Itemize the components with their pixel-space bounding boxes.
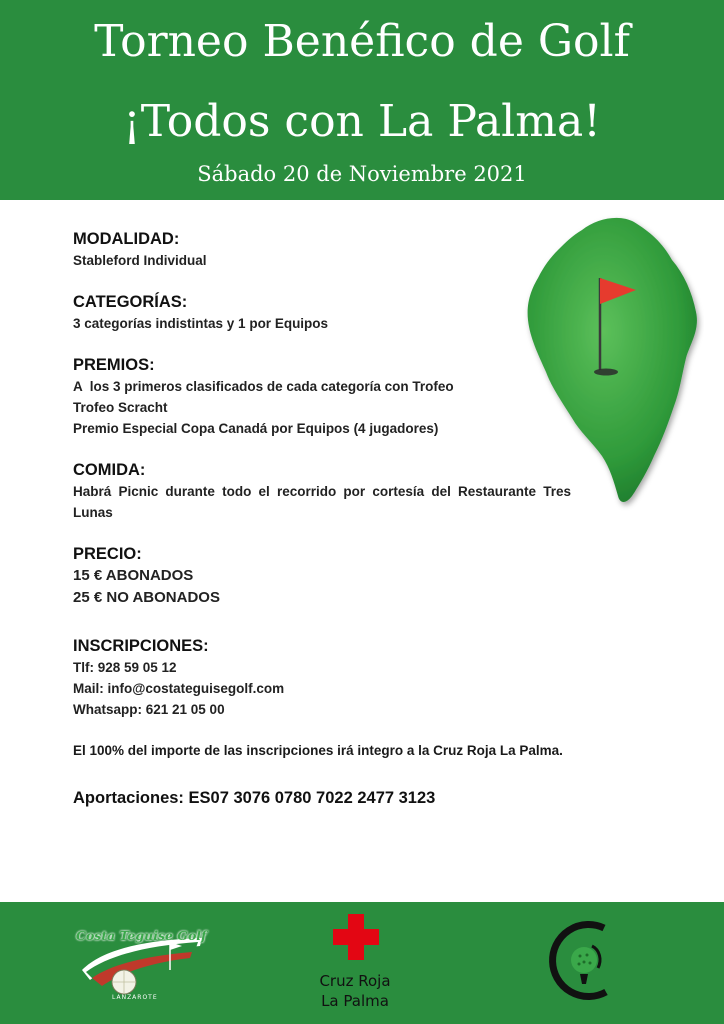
aportaciones-iban: Aportaciones: ES07 3076 0780 7022 2477 3123: [73, 789, 436, 807]
email-line[interactable]: Mail: info@costateguisegolf.com: [73, 681, 285, 696]
section-categorias: [73, 291, 571, 334]
golf-ball-logo-icon: [544, 916, 624, 1011]
la-palma-island-icon: [522, 212, 704, 512]
section-title: PRECIO:: [73, 545, 142, 563]
cruz-roja-line-1: Cruz Roja: [319, 972, 391, 990]
section-line: A los 3 primeros clasificados de cada categoría con Trofeo: [73, 379, 454, 394]
main-content: [73, 228, 571, 809]
whatsapp-line: Whatsapp: 621 21 05 00: [73, 702, 225, 717]
section-modalidad: [73, 228, 571, 271]
costa-teguise-golf-logo: [72, 920, 212, 1000]
footer-banner: [0, 902, 724, 1024]
island-shape: [528, 218, 697, 502]
cruz-roja-logo: [300, 912, 410, 1017]
red-cross-icon: [331, 912, 381, 962]
section-precio: [73, 543, 571, 609]
section-title: MODALIDAD:: [73, 230, 180, 248]
logo-left-text: Costa Teguise Golf: [76, 928, 207, 943]
section-text: Habrá Picnic durante todo el recorrido por cortesía del Restaurante Tres Lunas: [73, 484, 571, 520]
section-premios: [73, 354, 571, 439]
title-line-2: ¡Todos con La Palma!: [123, 96, 601, 147]
section-title: PREMIOS:: [73, 356, 155, 374]
section-title: COMIDA:: [73, 461, 146, 479]
logo-left-subtext: LANZAROTE: [112, 994, 158, 1001]
event-date: Sábado 20 de Noviembre 2021: [197, 162, 527, 186]
price-line: 25 € NO ABONADOS: [73, 589, 220, 606]
section-inscripciones: [73, 635, 571, 720]
section-line: 3 categorías indistintas y 1 por Equipos: [73, 316, 329, 331]
price-line: 15 € ABONADOS: [73, 567, 194, 584]
section-title: CATEGORÍAS:: [73, 293, 188, 311]
section-line: Premio Especial Copa Canadá por Equipos (4 jugadores): [73, 421, 439, 436]
header-banner: [0, 0, 724, 200]
cruz-roja-line-2: La Palma: [321, 992, 389, 1010]
phone-line: Tlf: 928 59 05 12: [73, 660, 177, 675]
section-line: Trofeo Scracht: [73, 400, 168, 415]
donation-note: El 100% del importe de las inscripciones irá integro a la Cruz Roja La Palma.: [73, 743, 563, 758]
section-line: Stableford Individual: [73, 253, 207, 268]
title-line-1: Torneo Benéfico de Golf: [94, 16, 630, 67]
section-title: INSCRIPCIONES:: [73, 637, 209, 655]
section-comida: [73, 459, 571, 523]
